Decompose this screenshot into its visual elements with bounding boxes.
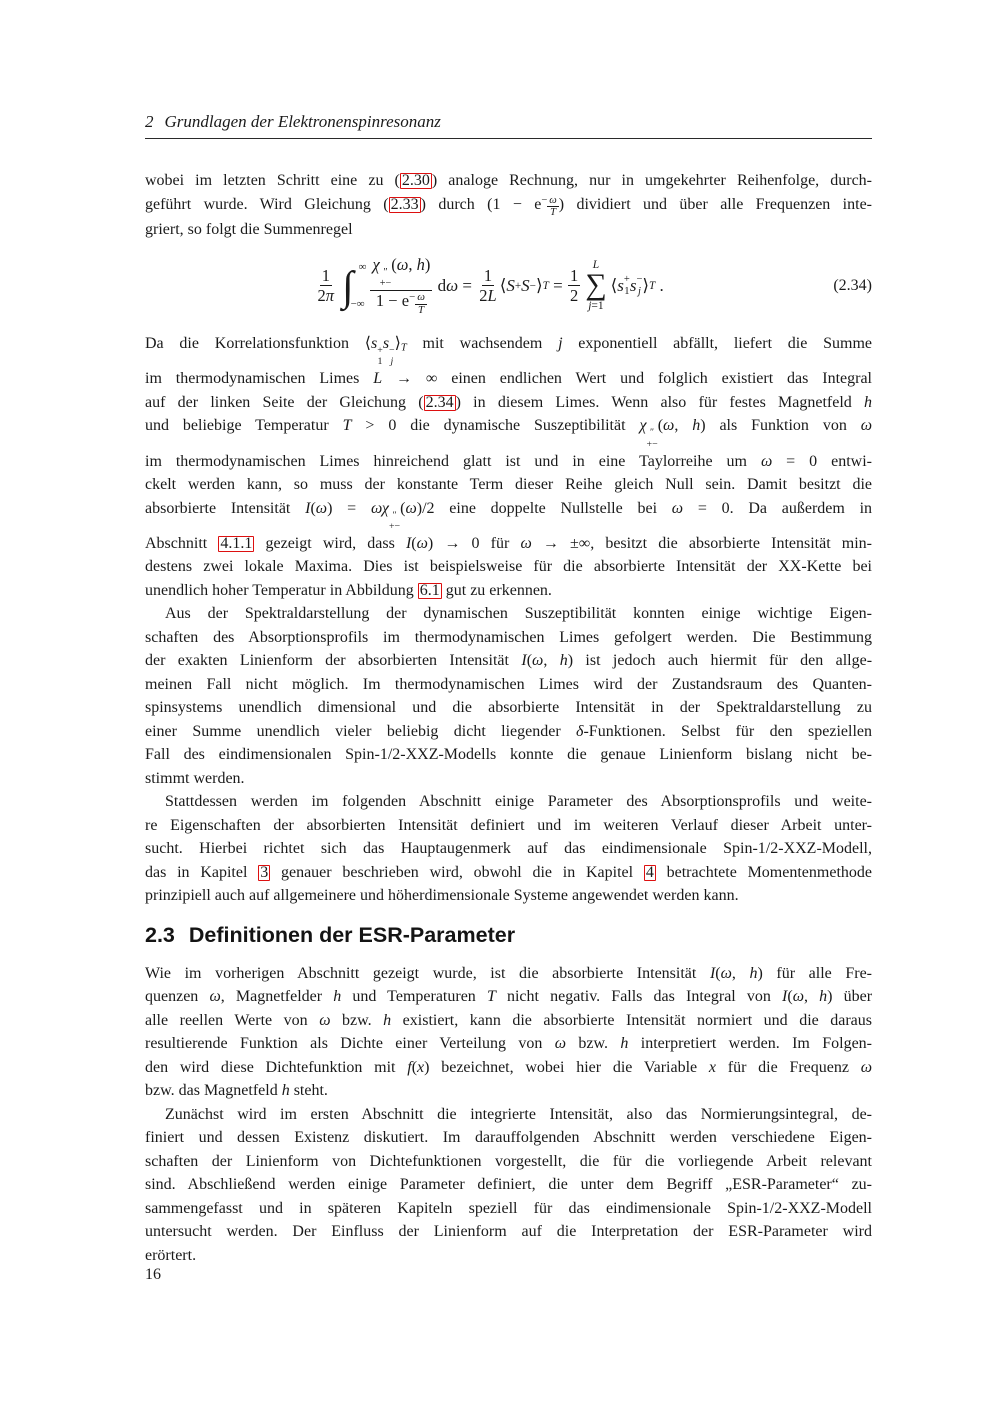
text-line — [145, 1056, 872, 1080]
text-run: +− — [388, 520, 401, 532]
math-var: T — [542, 279, 549, 292]
text-run: ) ist jedoch auch hiermit für den allge- — [567, 652, 873, 670]
paragraph — [145, 169, 872, 242]
math-var: s — [370, 335, 378, 353]
running-header — [145, 112, 872, 139]
text-line — [145, 861, 872, 885]
text-run: − — [636, 273, 643, 285]
text-run: schaften des Absorptionsprofils im thermodynamischen Limes gefolgert werden. Die Bestimmung — [145, 628, 872, 646]
text-line — [145, 814, 872, 838]
text-run: → ±∞, besitzt die absorbierte Intensität min- — [531, 534, 872, 552]
text-line — [145, 962, 872, 986]
text-run: ( — [310, 499, 316, 517]
text-run: ) als Funktion von — [700, 417, 861, 435]
text-run: nicht negativ. Falls das Integral von — [495, 988, 783, 1006]
text-run: ∞ — [358, 260, 367, 273]
math-var: f — [407, 1058, 412, 1076]
paragraph — [145, 602, 872, 790]
running-header-chapter-title: Grundlagen der Elektronenspinresonanz — [164, 112, 441, 131]
text-line — [145, 985, 872, 1009]
math-var: h — [692, 417, 701, 435]
fraction — [477, 266, 498, 306]
text-run: 1 — [483, 265, 493, 285]
text-run: re Eigenschaften der absorbierten Intensität definiert und im weiteren Verlauf dieser Arbeit unter- — [145, 816, 872, 834]
text-run: untersucht werden. Der Einfluss der Linienform auf die Interpretation der ESR-Parameter wird — [145, 1223, 872, 1241]
text-run: 1 — [624, 285, 630, 297]
text-line — [145, 1197, 872, 1221]
text-run: d — [433, 275, 447, 295]
text-line — [145, 720, 872, 744]
math-var: I — [305, 499, 311, 517]
text-run: ) bezeichnet, wobei hier die Variable — [424, 1058, 709, 1076]
text-run: Abschnitt — [145, 534, 219, 552]
text-run: 1 − e — [375, 290, 410, 310]
text-run: im thermodynamischen Limes — [145, 370, 374, 388]
text-run: im thermodynamischen Limes hinreichend glatt ist und in eine Taylorreihe um — [145, 452, 761, 470]
text-line — [145, 1032, 872, 1056]
text-run: geführt wurde. Wird Gleichung ( — [145, 195, 389, 213]
math-var: h — [416, 254, 425, 274]
page-number: 16 — [145, 1266, 161, 1283]
text-run: sucht. Hierbei richtet sich das Hauptaugenmerk auf das eindimensionale Spin-1/2-XXZ-Modell, — [145, 840, 872, 858]
text-line — [145, 414, 872, 449]
equation-number: (2.34) — [833, 276, 872, 294]
math-var: I — [521, 652, 527, 670]
text-line — [145, 673, 872, 697]
text-line — [145, 193, 872, 219]
text-run: ( — [787, 988, 793, 1006]
math-var: h — [559, 652, 568, 670]
text-run: = 0. Da außerdem in — [683, 499, 873, 517]
text-run: finiert und dessen Existenz diskutiert. Im darauffolgenden Abschnitt werden verschiedene Eigen- — [145, 1129, 872, 1147]
section-heading — [145, 921, 872, 949]
text-run: griert, so folgt die Summenregel — [145, 221, 353, 239]
text-run: = — [458, 275, 477, 295]
math-var: h — [819, 988, 828, 1006]
text-run: absorbierte Intensität — [145, 499, 306, 517]
text-run: und beliebige Temperatur — [145, 417, 343, 435]
math-var: T — [486, 988, 496, 1006]
math-var: T — [400, 342, 407, 354]
math-var: ω — [720, 964, 732, 982]
math-var: S — [506, 275, 515, 295]
text-line — [145, 1244, 872, 1268]
text-run: genauer beschrieben wird, obwohl die in Kapitel — [270, 863, 644, 881]
text-run: ⟨ — [499, 275, 507, 295]
text-run: gezeigt wird, dass — [254, 534, 406, 552]
math-var: ω — [416, 534, 428, 552]
math-var: ω — [671, 499, 684, 517]
text-line — [145, 1173, 872, 1197]
text-run: den wird diese Dichtefunktion mit — [145, 1058, 408, 1076]
paragraph — [145, 962, 872, 1103]
math-var: s — [382, 335, 390, 353]
math-var: I — [782, 988, 788, 1006]
math-var: T — [342, 417, 352, 435]
text-run: ⟩ — [642, 275, 650, 295]
math-var: j — [588, 299, 592, 312]
text-run: − — [389, 345, 395, 357]
math-var: j — [390, 356, 394, 368]
text-run: auf der linken Seite der Gleichung ( — [145, 393, 424, 411]
text-run: steht. — [289, 1082, 328, 1100]
text-run: 2 — [569, 286, 579, 306]
math-var: T — [649, 279, 656, 292]
display-equation — [145, 255, 872, 316]
fraction — [547, 195, 558, 218]
text-line — [145, 1009, 872, 1033]
superscript: − $\frac{\omega}{T}$ — [409, 291, 425, 316]
text-run: ⟩ — [535, 275, 543, 295]
text-run: -Funktionen. Selbst für den speziellen — [583, 722, 873, 740]
text-run: + — [377, 345, 383, 357]
math-var: ω — [396, 254, 409, 274]
integral-operator — [342, 262, 366, 310]
text-run: ( — [526, 652, 533, 670]
text-run: . — [655, 275, 664, 295]
fraction — [568, 266, 580, 306]
text-run: mit wachsendem — [406, 335, 559, 353]
text-run: meinen Fall nicht möglich. Im thermodynamischen Limes wird der Zustandsraum des Quanten- — [145, 675, 872, 693]
text-line — [145, 1126, 872, 1150]
math-var: L — [373, 370, 383, 388]
text-run: Da die Korrelationsfunktion ⟨ — [145, 335, 371, 353]
ref-link[interactable]: 4.1.1 — [220, 534, 253, 552]
text-run: ( — [411, 534, 417, 552]
text-run: + — [623, 273, 630, 285]
text-run: existiert, kann die absorbierte Intensität normiert und die daraus — [391, 1011, 873, 1029]
math-var: ω — [554, 1035, 567, 1053]
text-run: ) dividiert und über alle Frequenzen inte- — [558, 195, 872, 213]
text-run: ( — [657, 417, 664, 435]
text-run: 2 — [479, 286, 488, 306]
math-var: h — [620, 1035, 629, 1053]
math-var: ωχ — [370, 499, 389, 517]
text-run: , — [543, 652, 560, 670]
text-run: 1 — [569, 265, 579, 285]
text-run: unendlich hoher Temperatur in Abbildung — [145, 581, 418, 599]
math-var: ω — [520, 534, 532, 552]
text-run: Fall des eindimensionalen Spin-1/2-XXZ-Modells konnte die genaue Linienform bislang nicht be- — [145, 746, 872, 764]
text-run: ″ — [650, 427, 655, 439]
text-line — [145, 332, 872, 367]
text-run: , — [731, 964, 750, 982]
text-run: Wie im vorherigen Abschnitt gezeigt wurde, ist die absorbierte Intensität — [145, 964, 710, 982]
text-run: destens zwei lokale Maxima. Dies ist beispielsweise für die absorbierte Intensität der XX-Kette bei — [145, 558, 872, 576]
text-line — [145, 367, 872, 391]
text-run: = — [548, 275, 567, 295]
math-var: s — [629, 275, 637, 295]
math-var: j — [637, 285, 641, 297]
text-run: +− — [646, 438, 658, 450]
text-line — [145, 391, 872, 415]
text-run: ⟨ — [610, 275, 618, 295]
math-var: h — [281, 1082, 290, 1100]
text-line — [145, 1220, 872, 1244]
text-line — [145, 790, 872, 814]
text-run: ( — [411, 1058, 418, 1076]
text-run: , — [803, 988, 820, 1006]
math-var: h — [383, 1011, 392, 1029]
stacked-scripts — [389, 510, 400, 532]
text-line — [145, 555, 872, 579]
text-line — [145, 767, 872, 791]
text-run: ) für alle Fre- — [757, 964, 872, 982]
integral-sign: ∫ — [342, 263, 354, 310]
text-run: erörtert. — [145, 1246, 197, 1264]
text-line — [145, 1150, 872, 1174]
text-run: einer Summe unendlich vieler beliebig dicht liegender — [145, 722, 577, 740]
math-var: h — [864, 393, 873, 411]
text-line — [145, 743, 872, 767]
text-run: alle reellen Werte von — [145, 1011, 320, 1029]
text-run: Stattdessen werden im folgenden Abschnitt einige Parameter des Absorptionsprofils und weite- — [165, 793, 872, 811]
text-line — [145, 884, 872, 908]
text-run: ( — [715, 964, 721, 982]
equation-body: $\frac{1}{2\pi}$ ∫ ∞ −∞ χ ″ +− (ω, h) 1 − e − $\frac{\omega}{T}$ d ω = $\frac{1}{2L}$ ⟨ S + S − ⟩ T = $\frac{1}{2}$ L ∑ j=1 ⟨ s + 1 s − j ⟩ T . — [317, 254, 664, 316]
text-run: ″ — [383, 267, 388, 278]
math-var: L — [592, 258, 600, 271]
text-run: ) — [424, 254, 431, 274]
text-run: und Temperaturen — [341, 988, 487, 1006]
math-var: χ — [639, 417, 647, 435]
text-line — [145, 626, 872, 650]
text-run: sammengefasst und in späteren Kapiteln speziell für das eindimensionale Spin-1/2-XXZ-Modell — [145, 1199, 872, 1217]
math-var: ω — [532, 652, 544, 670]
text-line — [145, 696, 872, 720]
math-var: I — [709, 964, 716, 982]
math-var: ω — [315, 499, 328, 517]
math-var: χ — [372, 254, 380, 274]
math-var: T — [550, 207, 556, 219]
fraction — [370, 255, 432, 316]
section-number: 2.3 — [145, 922, 175, 947]
text-run: ) über — [827, 988, 873, 1006]
math-var: ω — [760, 452, 773, 470]
text-line — [145, 837, 872, 861]
math-var: j — [558, 335, 563, 353]
text-run: ckelt werden kann, so muss der konstante Term dieser Reihe gleich Null sein. Damit besitzt die — [145, 476, 872, 494]
ref-link[interactable]: 2.30 — [401, 172, 430, 189]
math-var: ω — [860, 1058, 873, 1076]
text-run: 1 — [321, 265, 330, 285]
text-run: wobei im letzten Schritt eine zu ( — [145, 172, 400, 189]
text-line — [145, 473, 872, 497]
math-var: x — [417, 1058, 425, 1076]
text-line — [145, 169, 872, 193]
text-run: → ∞ einen endlichen Wert und folglich existiert das Integral — [382, 370, 872, 388]
text-run: > 0 die dynamische Suszeptibilität — [351, 417, 640, 435]
text-line — [145, 497, 872, 532]
math-var: ω — [792, 988, 804, 1006]
text-run: 2 — [317, 286, 326, 306]
fraction — [316, 266, 337, 306]
text-run: betrachtete Momentenmethode — [655, 863, 872, 881]
text-run: stimmt werden. — [145, 769, 245, 787]
math-var: ω — [319, 1011, 331, 1029]
text-run: ″ — [392, 509, 397, 521]
text-run: das in Kapitel — [145, 863, 259, 881]
text-run: −∞ — [350, 297, 365, 310]
text-run: ⟩ — [394, 335, 401, 353]
page-content — [145, 169, 872, 1267]
text-line — [145, 1079, 872, 1103]
math-var: ω — [405, 499, 417, 517]
text-line — [145, 579, 872, 603]
ref-link[interactable]: 2.34 — [425, 393, 454, 411]
text-run: 1 — [377, 356, 383, 368]
math-var: s — [617, 275, 624, 295]
ref-link[interactable]: 2.33 — [390, 195, 419, 213]
math-var: ω — [446, 275, 459, 295]
text-run: , — [674, 417, 693, 435]
math-var: I — [405, 534, 412, 552]
math-var: h — [749, 964, 758, 982]
ref-link[interactable]: 3 — [260, 863, 269, 881]
running-header-chapter-number: 2 — [145, 112, 154, 131]
math-var: h — [333, 988, 342, 1006]
text-run: = 0 entwi- — [772, 452, 872, 470]
text-run: Zunächst wird im ersten Abschnitt die integrierte Intensität, also das Normierungsintegral, de- — [165, 1105, 872, 1123]
text-run: ) in diesem Limes. Wenn also für festes Magnetfeld — [455, 393, 865, 411]
text-run: prinzipiell auch auf allgemeinere und höherdimensionale Systeme angewendet werden kann. — [145, 887, 739, 905]
text-run: ) = — [327, 499, 371, 517]
math-var: L — [487, 286, 497, 306]
stacked-scripts — [647, 427, 658, 449]
text-run: ) analoge Rechnung, nur in umgekehrter Reihenfolge, durch- — [431, 172, 873, 189]
ref-link[interactable]: 6.1 — [419, 581, 440, 599]
section-title: Definitionen der ESR-Parameter — [188, 922, 516, 947]
math-var: ω — [663, 417, 675, 435]
text-run: für die Frequenz — [716, 1058, 861, 1076]
math-var: ω — [549, 195, 557, 207]
math-var: π — [325, 286, 335, 306]
text-run: +− — [379, 278, 392, 290]
sum-sign: ∑ — [585, 268, 607, 302]
text-line — [145, 602, 872, 626]
text-run: exponentiell abfällt, liefert die Summe — [562, 335, 873, 353]
text-line — [145, 649, 872, 673]
text-run: sind. Abschließend werden einige Parameter definiert, die unter dem Begriff „ESR-Parameter“ zu- — [145, 1176, 872, 1194]
text-run: spinsystems unendlich dimensional und die absorbierte Intensität in der Spektraldarstellung zu — [145, 699, 872, 717]
text-run: , Magnetfelder — [220, 988, 334, 1006]
math-var: T — [418, 303, 425, 316]
text-run: ) → 0 für — [427, 534, 521, 552]
text-line — [145, 218, 872, 242]
math-var: ω — [209, 988, 221, 1006]
text-run: , — [408, 254, 417, 274]
fraction — [415, 292, 427, 316]
text-run: der exakten Linienform der absorbierten Intensität — [145, 652, 522, 670]
text-run: bzw. — [566, 1035, 621, 1053]
math-var: x — [708, 1058, 716, 1076]
paragraph — [145, 790, 872, 908]
text-run: resultierende Funktion als Dichte einer Verteilung von — [145, 1035, 555, 1053]
math-var: ω — [417, 291, 425, 304]
superscript: − $\frac{\omega}{T}$ — [541, 195, 557, 219]
text-line — [145, 1103, 872, 1127]
text-run: ( — [400, 499, 406, 517]
text-run: gut zu erkennen. — [441, 581, 552, 599]
text-run: Aus der Spektraldarstellung der dynamischen Suszeptibilität konnten einige wichtige Eigen- — [165, 605, 872, 623]
text-run: ) durch (1 − e — [420, 195, 542, 213]
math-var: S — [521, 275, 530, 295]
math-var: ω — [860, 417, 873, 435]
text-run: quenzen — [145, 988, 210, 1006]
text-line — [145, 532, 872, 556]
text-run: bzw. — [330, 1011, 384, 1029]
math-var: δ — [576, 722, 584, 740]
text-run: schaften der Linienform von Dichtefunktionen vorgestellt, die für die vorliegende Arbeit relevant — [145, 1152, 872, 1170]
text-run: )/2 eine doppelte Nullstelle bei — [416, 499, 672, 517]
ref-link[interactable]: 4 — [645, 863, 654, 881]
sum-operator — [585, 259, 606, 313]
text-run: =1 — [591, 299, 604, 312]
stacked-scripts — [380, 267, 392, 290]
paragraph — [145, 332, 872, 602]
paragraph — [145, 1103, 872, 1268]
text-run: interpretiert werden. Im Folgen- — [628, 1035, 873, 1053]
text-run: bzw. das Magnetfeld — [145, 1082, 282, 1100]
text-line — [145, 450, 872, 474]
text-run: ( — [391, 254, 397, 274]
